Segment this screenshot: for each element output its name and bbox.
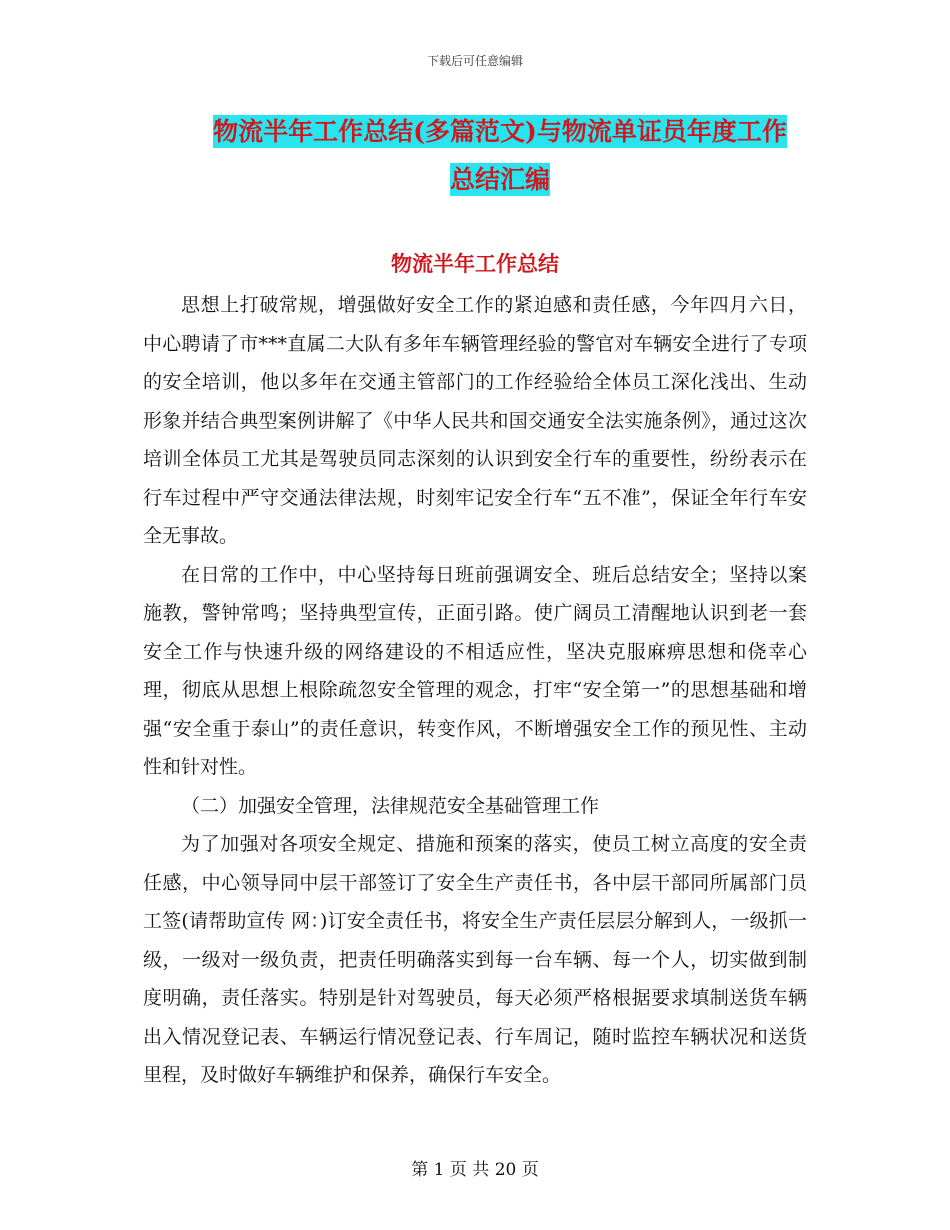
- section-title: 物流半年工作总结: [391, 251, 559, 276]
- page-number-footer: 第 1 页 共 20 页: [411, 1160, 539, 1180]
- document-title-line-1: 物流半年工作总结(多篇范文)与物流单证员年度工作: [213, 117, 787, 146]
- document-title: [140, 108, 860, 204]
- paragraph: 在日常的工作中，中心坚持每日班前强调安全、班后总结安全；坚持以案施教，警钟常鸣；坚持典型宣传，正面引路。使广阔员工清醒地认识到老一套安全工作与快速升级的网络建设的不相适应性，坚决克服麻痹思想和侥幸心理，彻底从思想上根除疏忽安全管理的观念，打牢“安全第一”的思想基础和增强“安全重于泰山”的责任意识，转变作风，不断增强安全工作的预见性、主动性和针对性。: [143, 563, 807, 778]
- paragraph: 为了加强对各项安全规定、措施和预案的落实，使员工树立高度的安全责任感，中心领导同中层干部签订了安全生产责任书，各中层干部同所属部门员工签(请帮助宣传 网：)订安全责任书，将安全生产责任层层分解到人，一级抓一级，一级对一级负责，把责任明确落实到每一台车辆、每一个人，切实做到制度明确，责任落实。特别是针对驾驶员，每天必须严格根据要求填制送货车辆出入情况登记表、车辆运行情况登记表、行车周记，随时监控车辆状况和送货里程，及时做好车辆维护和保养，确保行车安全。: [143, 833, 807, 1086]
- subsection-heading: （二）加强安全管理，法律规范安全基础管理工作: [181, 794, 600, 817]
- paragraph: 思想上打破常规，增强做好安全工作的紧迫感和责任感，今年四月六日，中心聘请了市***直属二大队有多年车辆管理经验的警官对车辆安全进行了专项的安全培训，他以多年在交通主管部门的工作经验给全体员工深化浅出、生动形象并结合典型案例讲解了《中华人民共和国交通安全法实施条例》，通过这次培训全体员工尤其是驾驶员同志深刻的认识到安全行车的重要性，纷纷表示在行车过程中严守交通法律法规，时刻牢记安全行车“五不准”，保证全年行车安全无事故。: [143, 294, 807, 547]
- document-title-line-2: 总结汇编: [449, 165, 550, 194]
- document-body: [143, 286, 807, 1095]
- page-header-note: 下载后可任意编辑: [426, 54, 523, 68]
